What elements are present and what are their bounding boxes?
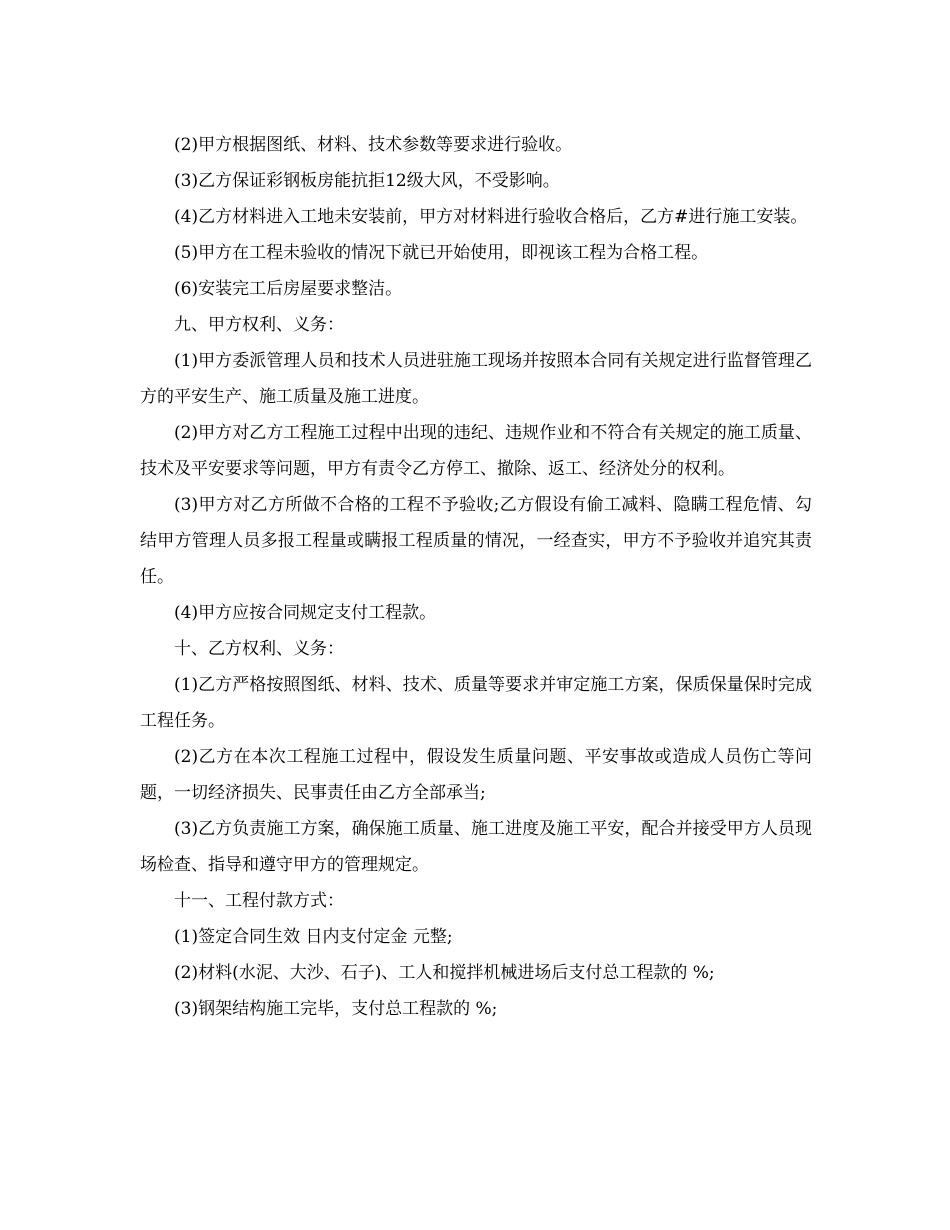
document-body [140, 127, 812, 1027]
paragraph-party-a-payment: (4)甲方应按合同规定支付工程款。 [174, 603, 437, 623]
paragraph-party-b-quality: (1)乙方严格按照图纸、材料、技术、质量等要求并审定施工方案，保质保量保时完成工程任务。 [140, 675, 812, 731]
paragraph-party-a-stop-work: (2)甲方对乙方工程施工过程中出现的违纪、违规作业和不符合有关规定的施工质量、技术及平安要求等问题，甲方有责令乙方停工、撤除、返工、经济处分的权利。 [140, 423, 812, 479]
paragraph-party-b-liability: (2)乙方在本次工程施工过程中，假设发生质量问题、平安事故或造成人员伤亡等问题，一切经济损失、民事责任由乙方全部承当; [140, 747, 812, 803]
paragraph-party-a-reject: (3)甲方对乙方所做不合格的工程不予验收;乙方假设有偷工减料、隐瞒工程危情、勾结甲方管理人员多报工程量或瞒报工程质量的情况，一经查实，甲方不予验收并追究其责任。 [140, 495, 812, 587]
paragraph-party-b-plan: (3)乙方负责施工方案，确保施工质量、施工进度及施工平安，配合并接受甲方人员现场检查、指导和遵守甲方的管理规定。 [140, 819, 812, 875]
paragraph-steel-frame-payment: (3)钢架结构施工完毕，支付总工程款的 %; [174, 999, 498, 1019]
paragraph-cleanliness: (6)安装完工后房屋要求整洁。 [174, 279, 403, 299]
section-heading-party-b-rights: 十、乙方权利、义务： [174, 639, 344, 659]
paragraph-wind-resistance: (3)乙方保证彩钢板房能抗拒12级大风，不受影响。 [174, 171, 560, 191]
paragraph-acceptance-by-party-a: (2)甲方根据图纸、材料、技术参数等要求进行验收。 [174, 135, 573, 155]
paragraph-use-before-acceptance: (5)甲方在工程未验收的情况下就已开始使用，即视该工程为合格工程。 [174, 243, 709, 263]
section-heading-party-a-rights: 九、甲方权利、义务： [174, 315, 344, 335]
section-heading-payment-method: 十一、工程付款方式： [174, 891, 344, 911]
paragraph-deposit: (1)签定合同生效 日内支付定金 元整; [174, 927, 453, 947]
paragraph-material-inspection: (4)乙方材料进入工地未安装前，甲方对材料进行验收合格后，乙方#进行施工安装。 [174, 207, 808, 227]
paragraph-party-a-supervision: (1)甲方委派管理人员和技术人员进驻施工现场并按照本合同有关规定进行监督管理乙方的平安生产、施工质量及施工进度。 [140, 351, 812, 407]
paragraph-materials-payment: (2)材料(水泥、大沙、石子)、工人和搅拌机械进场后支付总工程款的 %; [174, 963, 715, 983]
